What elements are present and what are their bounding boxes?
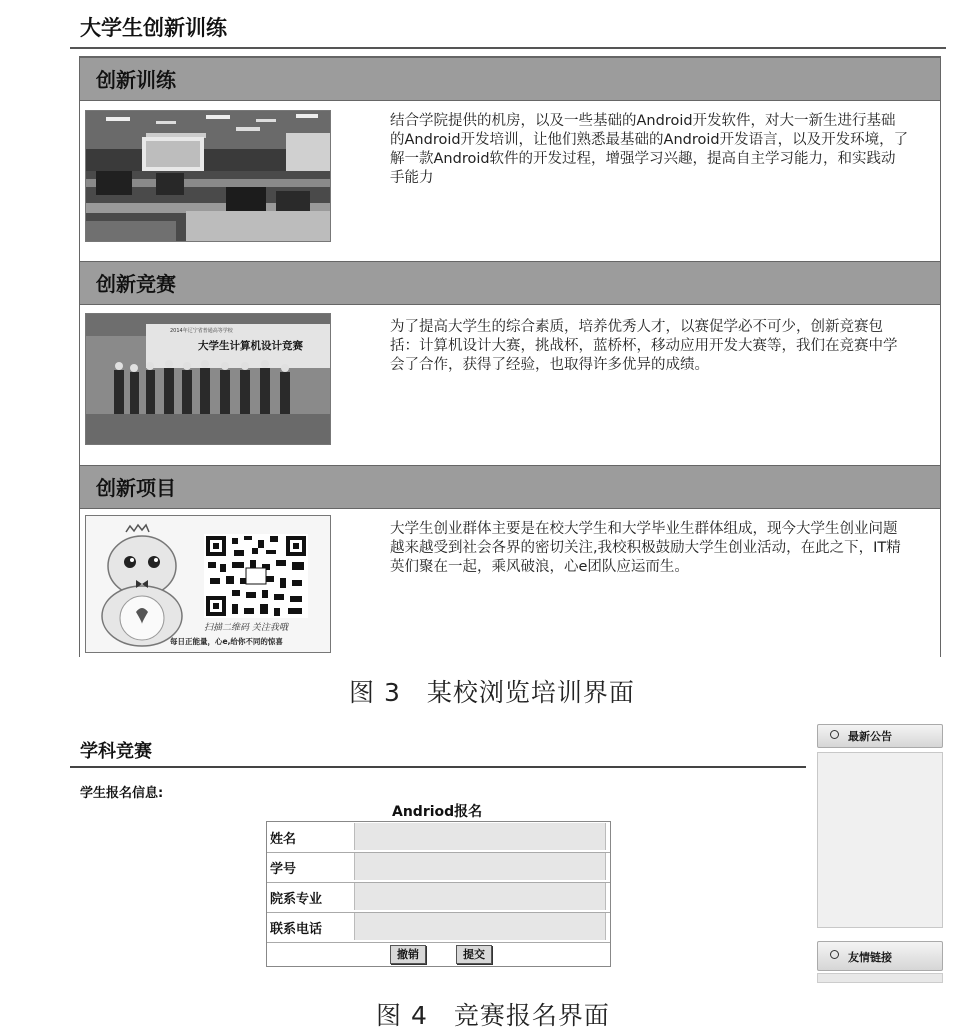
circle-bullet-icon (830, 950, 839, 959)
section-title: 创新训练 (96, 68, 176, 92)
section-title: 创新竞赛 (96, 272, 176, 296)
section-body-training (80, 101, 940, 261)
computer-lab-photo (85, 110, 331, 242)
form-row-phone (267, 912, 610, 943)
form-title: Andriod报名 (392, 804, 483, 820)
section-title: 学科竞赛 (80, 741, 152, 762)
form-row-department (267, 882, 610, 913)
section-description: 结合学院提供的机房，以及一些基础的Android开发软件，对大一新生进行基础的Android开发培训，让他们熟悉最基础的Android开发语言，以及开发环境，了解一款Android软件的开发过程，增强学习兴趣，提高自主学习能力，和实践动手能力 (390, 113, 909, 186)
section-body-competition (80, 305, 940, 465)
section-header-training (80, 57, 940, 101)
qr-promo-image (85, 515, 331, 653)
qr-caption: 扫描二维码 关注我哦 (204, 623, 288, 633)
field-label: 学号 (270, 862, 297, 877)
sidebar-header-links[interactable] (817, 941, 943, 971)
section-description: 为了提高大学生的综合素质，培养优秀人才，以赛促学必不可少，创新竞赛包括：计算机设计大赛，挑战杯，蓝桥杯，移动应用开发大赛等，我们在竞赛中学会了合作，获得了经验，也取得许多优异的成绩。 (390, 319, 898, 373)
phone-input[interactable] (354, 913, 606, 940)
title-divider (70, 766, 806, 768)
field-label: 联系电话 (270, 922, 323, 937)
qr-code-icon (204, 534, 308, 618)
section-description: 大学生创业群体主要是在校大学生和大学毕业生群体组成，现今大学生创业问题越来越受到社会各界的密切关注,我校积极鼓励大学生创业活动，在此之下，IT精英们聚在一起，乘风破浪，心e团队应运而生。 (390, 521, 901, 575)
registration-form (266, 821, 611, 967)
figure-caption: 图 3 某校浏览培训界面 (349, 678, 635, 707)
figure-caption: 图 4 竞赛报名界面 (376, 1001, 610, 1030)
competition-group-photo (85, 313, 331, 445)
student-id-input[interactable] (354, 853, 606, 880)
banner-title: 大学生计算机设计竞赛 (198, 340, 303, 352)
circle-bullet-icon (830, 730, 839, 739)
banner-subtitle: 2014年辽宁省普通高等学校 (170, 328, 233, 334)
form-row-student-id (267, 852, 610, 883)
notice-panel (817, 752, 943, 928)
section-body-project (80, 509, 940, 657)
section-header-competition (80, 261, 940, 305)
department-input[interactable] (354, 883, 606, 910)
sidebar-header-notice[interactable] (817, 724, 943, 748)
sidebar-heading: 友情链接 (848, 951, 892, 964)
info-label: 学生报名信息: (80, 786, 164, 801)
name-input[interactable] (354, 823, 606, 850)
form-row-name (267, 822, 610, 853)
submit-button[interactable]: 提交 (456, 945, 492, 964)
title-divider (70, 47, 946, 49)
section-header-project (80, 465, 940, 509)
cancel-button[interactable]: 撤销 (390, 945, 426, 964)
page-title: 大学生创新训练 (80, 15, 227, 40)
links-panel (817, 973, 943, 983)
content-panel (79, 56, 941, 657)
field-label: 姓名 (270, 832, 297, 847)
field-label: 院系专业 (270, 892, 323, 907)
section-title: 创新项目 (96, 476, 176, 500)
qr-footer: 每日正能量，心e,给你不同的惊喜 (170, 637, 283, 646)
sidebar-heading: 最新公告 (848, 730, 892, 743)
